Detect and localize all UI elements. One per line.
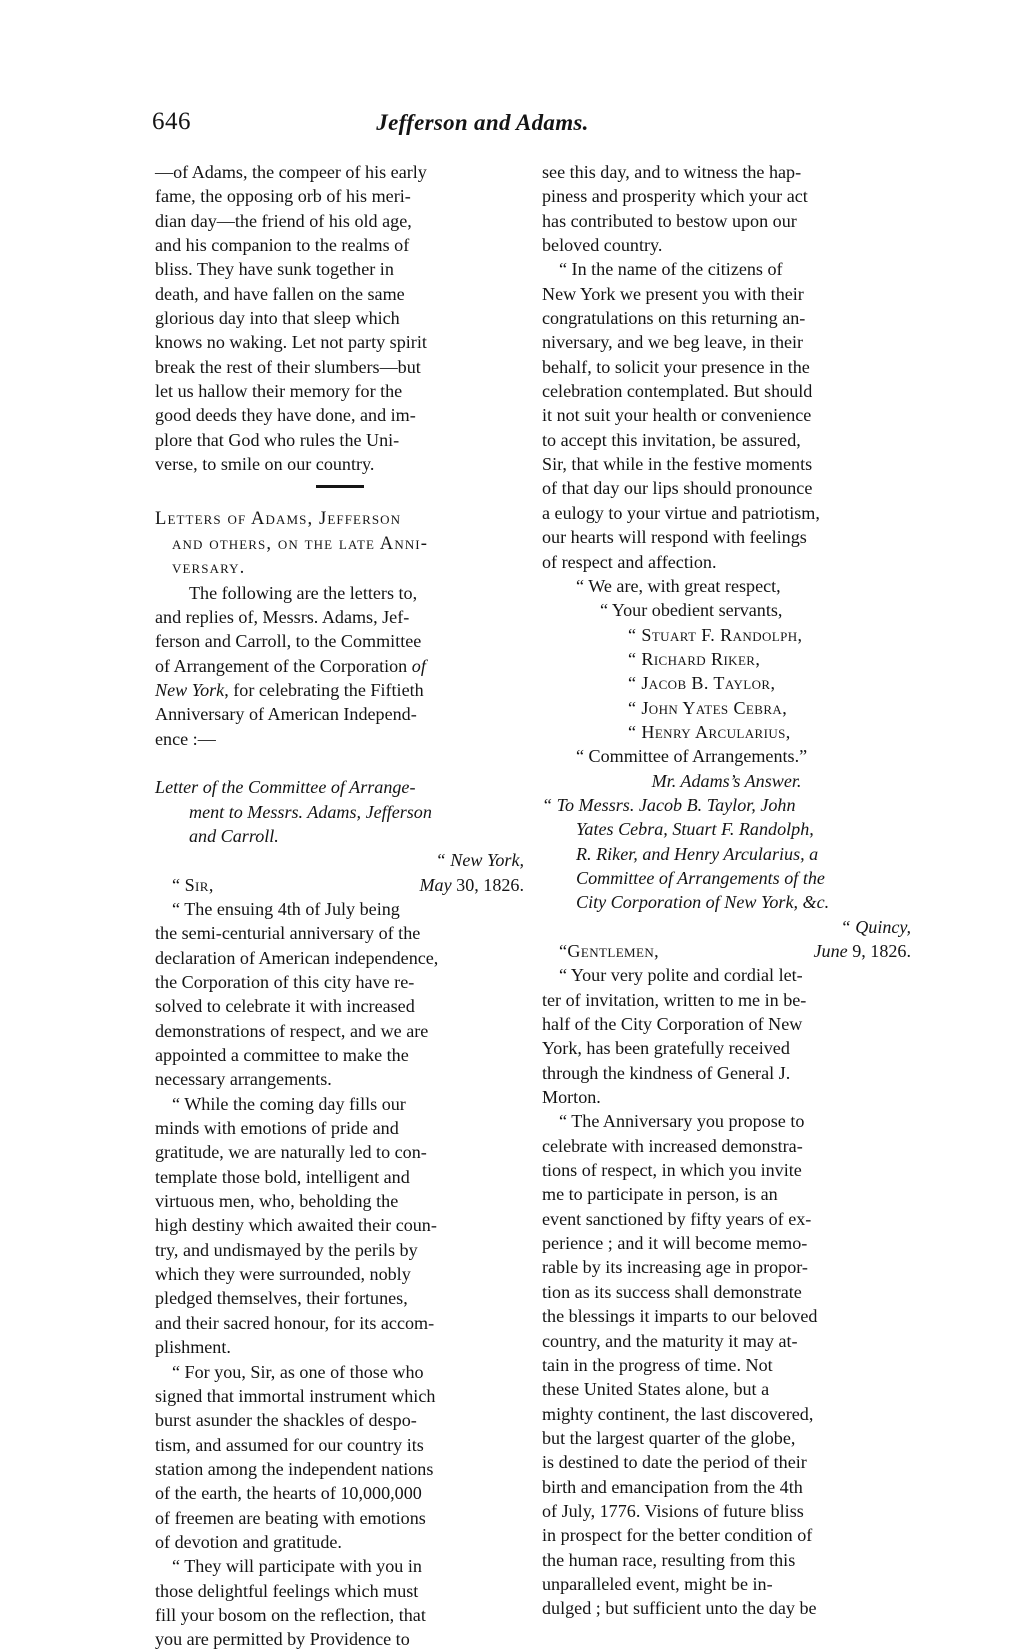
text-line: The following are the letters to, xyxy=(189,582,418,603)
text-line: event sanctioned by fifty years of ex- xyxy=(542,1208,812,1229)
text-line: necessary arrangements. xyxy=(155,1069,332,1090)
text-line: to accept this invitation, be assured, xyxy=(542,429,801,450)
text-line: knows no waking. Let not party spirit xyxy=(155,332,427,353)
text-line: ence :— xyxy=(155,728,216,749)
date-rest: 30, 1826. xyxy=(451,874,524,895)
text-line: good deeds they have done, and im- xyxy=(155,405,416,426)
text-line: “ Your very polite and cordial let- xyxy=(559,965,803,986)
date-rest: 9, 1826. xyxy=(847,941,911,961)
letter-heading-line: ment to Messrs. Adams, Jefferson xyxy=(189,801,432,822)
salutation xyxy=(172,873,214,897)
text-line: tion as its success shall demonstrate xyxy=(542,1281,802,1302)
text-line: our hearts will respond with feelings xyxy=(542,527,807,548)
salutation-word: Sir, xyxy=(184,874,214,895)
text-line: rable by its increasing age in propor- xyxy=(542,1257,808,1278)
text-line: mighty continent, the last discovered, xyxy=(542,1403,814,1424)
text-line: pledged themselves, their fortunes, xyxy=(155,1288,408,1309)
text-line: and his companion to the realms of xyxy=(155,235,410,256)
text-line: unparalleled event, might be in- xyxy=(542,1573,773,1594)
text-line: York, has been gratefully received xyxy=(542,1038,790,1059)
text-line: “ While the coming day fills our xyxy=(172,1093,406,1114)
text-line: New York we present you with their xyxy=(542,283,804,304)
text-run-italic: of xyxy=(411,655,426,676)
page-number: 646 xyxy=(152,108,191,135)
paragraph-letter-4 xyxy=(155,1554,524,1651)
text-line: high destiny which awaited their coun- xyxy=(155,1215,437,1236)
page-header xyxy=(0,108,1020,142)
text-line: virtuous men, who, beholding the xyxy=(155,1191,399,1212)
signer-name: “ Richard Riker, xyxy=(628,648,761,669)
text-line xyxy=(155,678,524,702)
text-line: in prospect for the better condition of xyxy=(542,1525,813,1546)
letter-heading-line: Letter of the Committee of Arrange- xyxy=(155,777,416,798)
text-line xyxy=(155,654,524,678)
closing-line: “ Your obedient servants, xyxy=(600,600,783,621)
dateline-place: “ Quincy, xyxy=(840,916,911,937)
text-line: but the largest quarter of the globe, xyxy=(542,1427,796,1448)
dateline-date xyxy=(419,873,524,897)
paragraph-letter-1 xyxy=(155,897,524,1092)
text-line: “ For you, Sir, as one of those who xyxy=(172,1361,424,1382)
section-heading-line: and others, on the late Anni- xyxy=(172,532,429,554)
text-line: tism, and assumed for our country its xyxy=(155,1434,424,1455)
right-column xyxy=(542,160,911,1619)
text-line: has contributed to bestow upon our xyxy=(542,210,797,231)
section-divider xyxy=(155,485,524,507)
paragraph-letter-4-continued xyxy=(542,160,911,257)
text-line: the human race, resulting from this xyxy=(542,1549,796,1570)
dateline-row xyxy=(542,939,911,963)
text-line: bliss. They have sunk together in xyxy=(155,259,394,280)
text-line: appointed a committee to make the xyxy=(155,1045,409,1066)
text-line: verse, to smile on our country. xyxy=(155,454,375,475)
text-line: gratitude, we are naturally led to con- xyxy=(155,1142,427,1163)
dateline-date xyxy=(814,939,911,963)
text-line: celebration contemplated. But should xyxy=(542,381,813,402)
signer-name: “ Stuart F. Randolph, xyxy=(628,624,803,645)
text-line: fame, the opposing orb of his meri- xyxy=(155,186,411,207)
text-run: of Arrangement of the Corporation xyxy=(155,655,412,676)
text-line: station among the independent nations xyxy=(155,1458,434,1479)
section-heading-line: versary. xyxy=(172,557,246,579)
quote-mark: “ xyxy=(172,874,185,895)
date-month: May xyxy=(419,874,452,895)
text-line: of freemen are beating with emotions xyxy=(155,1507,426,1528)
text-line: a eulogy to your virtue and patriotism, xyxy=(542,502,820,523)
text-line: those delightful feelings which must xyxy=(155,1580,419,1601)
text-line: template those bold, intelligent and xyxy=(155,1166,410,1187)
article-body xyxy=(155,160,911,1650)
text-line: of the earth, the hearts of 10,000,000 xyxy=(155,1483,422,1504)
text-line: which they were surrounded, nobly xyxy=(155,1264,411,1285)
text-line: the blessings it imparts to our beloved xyxy=(542,1306,818,1327)
address-line: Yates Cebra, Stuart F. Randolph, xyxy=(576,819,814,840)
text-line: of devotion and gratitude. xyxy=(155,1531,342,1552)
text-line: country, and the maturity it may at- xyxy=(542,1330,798,1351)
text-line: the semi-centurial anniversary of the xyxy=(155,923,421,944)
text-line: these United States alone, but a xyxy=(542,1379,770,1400)
letter-heading xyxy=(155,775,524,848)
text-line: death, and have fallen on the same xyxy=(155,283,405,304)
text-line: through the kindness of General J. xyxy=(542,1062,791,1083)
text-line: ferson and Carroll, to the Committee xyxy=(155,631,422,652)
text-line: perience ; and it will become memo- xyxy=(542,1233,808,1254)
text-line: and their sacred honour, for its accom- xyxy=(155,1312,435,1333)
text-line: fill your bosom on the reflection, that xyxy=(155,1604,426,1625)
address-line: R. Riker, and Henry Arcularius, a xyxy=(576,843,819,864)
date-month: June xyxy=(813,941,848,961)
text-line: break the rest of their slumbers—but xyxy=(155,356,421,377)
text-line: try, and undismayed by the perils by xyxy=(155,1239,418,1260)
divider-rule xyxy=(316,485,364,488)
text-line: tions of respect, in which you invite xyxy=(542,1160,802,1181)
section-heading xyxy=(155,507,524,580)
paragraph-letter-5 xyxy=(542,257,911,573)
paragraph-introduction xyxy=(155,581,524,751)
running-title: Jefferson and Adams. xyxy=(376,110,589,135)
text-line: the Corporation of this city have re- xyxy=(155,972,415,992)
section-heading-line: Letters of Adams, Jefferson xyxy=(155,508,402,530)
text-line: you are permitted by Providence to xyxy=(155,1629,410,1650)
answer-dateline xyxy=(542,915,911,964)
text-line: see this day, and to witness the hap- xyxy=(542,162,802,182)
text-run-italic: New York xyxy=(155,679,225,700)
text-line: congratulations on this returning an- xyxy=(542,308,806,329)
text-line: “ The Anniversary you propose to xyxy=(559,1111,805,1132)
text-line: glorious day into that sleep which xyxy=(155,308,400,329)
signature-block xyxy=(542,574,911,769)
paragraph-answer-2 xyxy=(542,1109,911,1620)
text-line: solved to celebrate it with increased xyxy=(155,996,415,1017)
text-line: is destined to date the period of their xyxy=(542,1452,807,1473)
text-line: minds with emotions of pride and xyxy=(155,1118,399,1139)
text-line: it not suit your health or convenience xyxy=(542,405,812,426)
text-line: ter of invitation, written to me in be- xyxy=(542,989,807,1010)
committee-label: “ Committee of Arrangements.” xyxy=(576,746,808,767)
text-line: celebrate with increased demonstra- xyxy=(542,1135,803,1156)
text-line: niversary, and we beg leave, in their xyxy=(542,332,804,353)
text-line: beloved country. xyxy=(542,235,663,256)
text-line: Sir, that while in the festive moments xyxy=(542,454,813,475)
text-run: , for celebrating the Fiftieth xyxy=(224,679,424,700)
address-line: “ To Messrs. Jacob B. Taylor, John xyxy=(542,794,796,815)
text-line: of respect and affection. xyxy=(542,551,717,572)
text-line: let us hallow their memory for the xyxy=(155,381,403,402)
dateline-place: “ New York, xyxy=(435,850,524,871)
paragraph-answer-1 xyxy=(542,963,911,1109)
text-line: —of Adams, the compeer of his early xyxy=(155,162,427,182)
text-line: dulged ; but sufficient unto the day be xyxy=(542,1598,817,1619)
signer-name: “ Jacob B. Taylor, xyxy=(628,673,776,694)
text-line: plishment. xyxy=(155,1337,231,1358)
text-line: and replies of, Messrs. Adams, Jef- xyxy=(155,606,410,627)
text-line: plore that God who rules the Uni- xyxy=(155,429,400,450)
dateline-row xyxy=(155,873,524,897)
text-line: me to participate in person, is an xyxy=(542,1184,778,1205)
text-line: Anniversary of American Independ- xyxy=(155,704,417,725)
paragraph-letter-2 xyxy=(155,1092,524,1360)
paragraph-letter-3 xyxy=(155,1360,524,1555)
answer-address xyxy=(542,793,911,915)
address-line: City Corporation of New York, &c. xyxy=(576,892,830,913)
letter-dateline xyxy=(155,848,524,897)
signer-name: “ Henry Arcularius, xyxy=(628,721,791,742)
text-line: of that day our lips should pronounce xyxy=(542,478,813,499)
signer-name: “ John Yates Cebra, xyxy=(628,697,788,718)
text-line: declaration of American independence, xyxy=(155,947,439,968)
text-line: tain in the progress of time. Not xyxy=(542,1354,773,1375)
text-line: “ They will participate with you in xyxy=(172,1556,422,1577)
text-line: birth and emancipation from the 4th xyxy=(542,1476,803,1497)
left-column xyxy=(155,160,524,1650)
text-line: demonstrations of respect, and we are xyxy=(155,1020,429,1041)
text-line: piness and prosperity which your act xyxy=(542,186,808,207)
text-line: behalf, to solicit your presence in the xyxy=(542,356,810,377)
text-line: “ In the name of the citizens of xyxy=(559,259,783,280)
text-line: of July, 1776. Visions of future bliss xyxy=(542,1500,804,1521)
closing-line: “ We are, with great respect, xyxy=(576,575,781,596)
vertical-space xyxy=(155,751,524,775)
text-line: signed that immortal instrument which xyxy=(155,1385,436,1406)
text-line: “ The ensuing 4th of July being xyxy=(172,898,400,919)
address-line: Committee of Arrangements of the xyxy=(576,867,825,888)
letter-heading-line: and Carroll. xyxy=(189,825,279,846)
text-line: Morton. xyxy=(542,1087,601,1108)
paragraph-conclusion xyxy=(155,160,524,476)
answer-heading: Mr. Adams’s Answer. xyxy=(651,770,802,791)
text-line: half of the City Corporation of New xyxy=(542,1014,803,1035)
salutation-word: “Gentlemen, xyxy=(559,941,660,961)
text-line: burst asunder the shackles of despo- xyxy=(155,1410,417,1431)
text-line: dian day—the friend of his old age, xyxy=(155,210,412,231)
